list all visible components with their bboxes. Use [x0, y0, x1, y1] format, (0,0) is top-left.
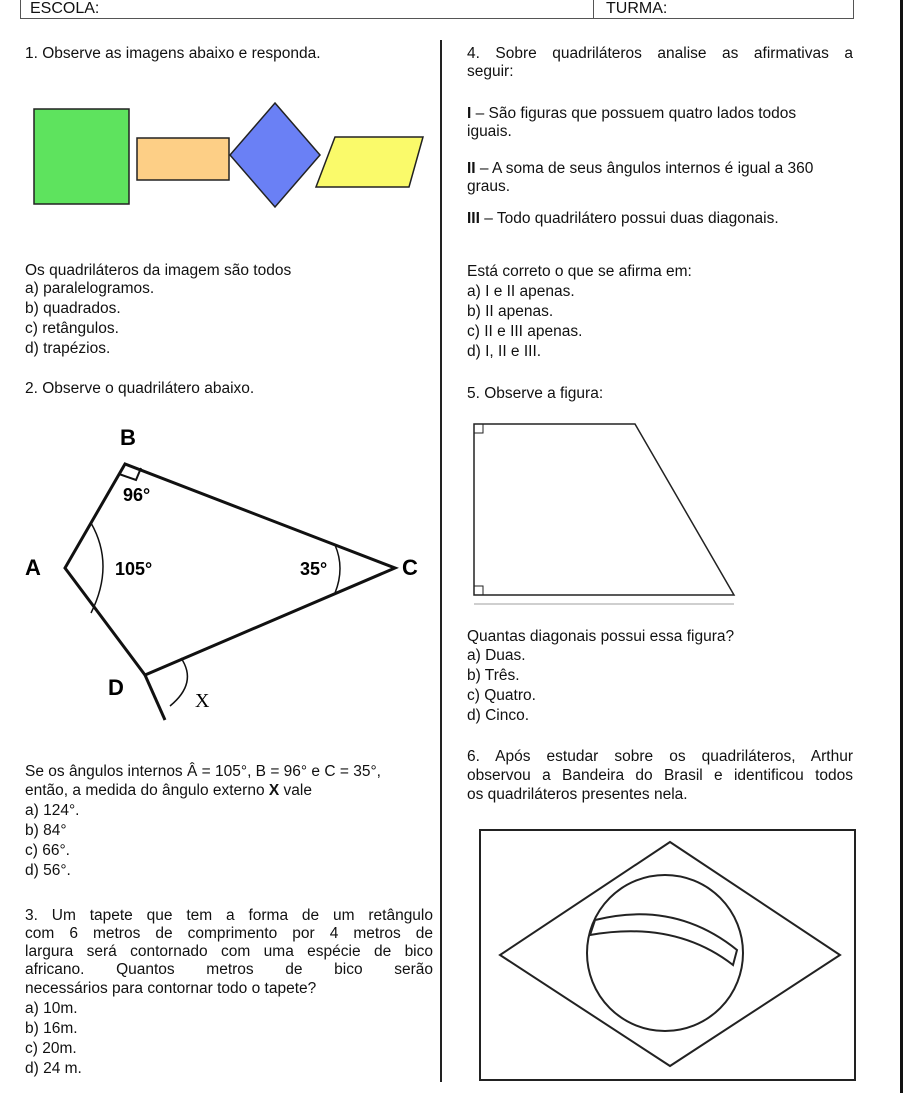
square-shape	[34, 109, 129, 204]
header-divider	[593, 0, 594, 19]
rectangle-shape	[137, 138, 229, 180]
q2-quadrilateral-figure	[15, 415, 435, 745]
q3-option-c[interactable]: c) 20m.	[25, 1040, 77, 1057]
q2-stem-line2-text: então, a medida do ângulo externo	[25, 782, 269, 799]
angle-b-label: 96°	[123, 485, 151, 505]
q4-s1-text: – São figuras que possuem quatro lados todos	[471, 105, 797, 122]
q4-statement-3	[467, 210, 779, 227]
q3-option-a[interactable]: a) 10m.	[25, 1000, 78, 1017]
angle-x-label: X	[195, 690, 210, 712]
brazil-flag-figure	[475, 825, 865, 1090]
q4-option-b[interactable]: b) II apenas.	[467, 303, 554, 320]
parallelogram-shape	[316, 137, 423, 187]
q1-option-a[interactable]: a) paralelogramos.	[25, 280, 155, 297]
q5-trapezoid-figure	[460, 415, 760, 615]
q4-option-d[interactable]: d) I, II e III.	[467, 343, 542, 360]
q4-s2-text: – A soma de seus ângulos internos é igual a 360	[475, 160, 814, 177]
q2-option-b[interactable]: b) 84°	[25, 822, 67, 839]
q4-statement-1	[467, 105, 853, 122]
q5-prompt: 5. Observe a figura:	[467, 385, 604, 402]
q2-stem-line2-end: vale	[279, 782, 312, 799]
school-label: ESCOLA:	[30, 0, 100, 17]
q4-s2-number: II	[467, 160, 476, 177]
q2-option-c[interactable]: c) 66°.	[25, 842, 70, 859]
q3-stem-line4: africano. Quantos metros de bico serão	[25, 961, 433, 978]
page-edge-bar	[900, 0, 903, 1093]
q1-prompt: 1. Observe as imagens abaixo e responda.	[25, 45, 321, 62]
q3-stem-line2: com 6 metros de comprimento por 4 metros de	[25, 925, 433, 942]
q4-option-c[interactable]: c) II e III apenas.	[467, 323, 583, 340]
q4-s3-number: III	[467, 210, 480, 227]
q2-stem-line2	[25, 782, 312, 799]
q2-prompt: 2. Observe o quadrilátero abaixo.	[25, 380, 255, 397]
vertex-c-label: C	[402, 555, 418, 580]
q1-option-b[interactable]: b) quadrados.	[25, 300, 121, 317]
q4-s1-number: I	[467, 105, 472, 122]
angle-a-label: 105°	[115, 559, 153, 579]
rhombus-shape	[230, 103, 320, 207]
q3-stem-last: necessários para contornar todo o tapete?	[25, 980, 317, 997]
q3-option-d[interactable]: d) 24 m.	[25, 1060, 82, 1077]
q3-option-b[interactable]: b) 16m.	[25, 1020, 78, 1037]
header-box	[20, 0, 854, 19]
vertex-b-label: B	[120, 425, 136, 450]
q3-stem-line1: 3. Um tapete que tem a forma de um retângulo	[25, 907, 433, 924]
angle-a-arc	[91, 523, 103, 613]
vertex-a-label: A	[25, 555, 41, 580]
q4-stem: Está correto o que se afirma em:	[467, 263, 692, 280]
q1-stem: Os quadriláteros da imagem são todos	[25, 262, 292, 279]
q2-stem-angles: Â = 105°, B = 96° e C = 35°,	[187, 763, 381, 780]
q5-stem: Quantas diagonais possui essa figura?	[467, 628, 735, 645]
q4-statement-2	[467, 160, 853, 177]
q4-prompt-line1: 4. Sobre quadriláteros analise as afirmativas a	[467, 45, 853, 62]
right-trapezoid	[474, 424, 734, 595]
q6-stem-last: os quadriláteros presentes nela.	[467, 786, 688, 803]
q1-shapes-figure	[20, 95, 440, 220]
q4-option-a[interactable]: a) I e II apenas.	[467, 283, 575, 300]
class-label: TURMA:	[606, 0, 668, 17]
q5-option-a[interactable]: a) Duas.	[467, 647, 526, 664]
q4-prompt-line2: seguir:	[467, 63, 514, 80]
q4-s3-text: – Todo quadrilátero possui duas diagonais.	[479, 210, 779, 227]
q6-stem-line2: observou a Bandeira do Brasil e identificou todos	[467, 767, 853, 784]
q2-stem-line1-text: Se os ângulos internos	[25, 763, 187, 780]
q3-stem-line3: largura será contornado com uma espécie de bico	[25, 943, 433, 960]
q4-statement-1-cont: iguais.	[467, 123, 512, 140]
q5-option-d[interactable]: d) Cinco.	[467, 707, 530, 724]
q2-stem-line1	[25, 763, 381, 780]
column-divider	[440, 40, 442, 1082]
q1-option-c[interactable]: c) retângulos.	[25, 320, 119, 337]
angle-x-arc	[170, 658, 187, 706]
q2-stem-x: X	[268, 782, 280, 799]
q2-option-d[interactable]: d) 56°.	[25, 862, 71, 879]
right-angle-mark-bottom	[474, 586, 483, 595]
q5-option-c[interactable]: c) Quatro.	[467, 687, 536, 704]
q5-option-b[interactable]: b) Três.	[467, 667, 520, 684]
right-angle-mark-top	[474, 424, 483, 433]
q1-option-d[interactable]: d) trapézios.	[25, 340, 111, 357]
q4-statement-2-cont: graus.	[467, 178, 511, 195]
angle-c-arc	[335, 545, 340, 593]
vertex-d-label: D	[108, 675, 124, 700]
side-d-extension	[145, 675, 165, 720]
q2-option-a[interactable]: a) 124°.	[25, 802, 80, 819]
q6-stem-line1: 6. Após estudar sobre os quadriláteros, Arthur	[467, 748, 853, 765]
angle-c-label: 35°	[300, 559, 328, 579]
